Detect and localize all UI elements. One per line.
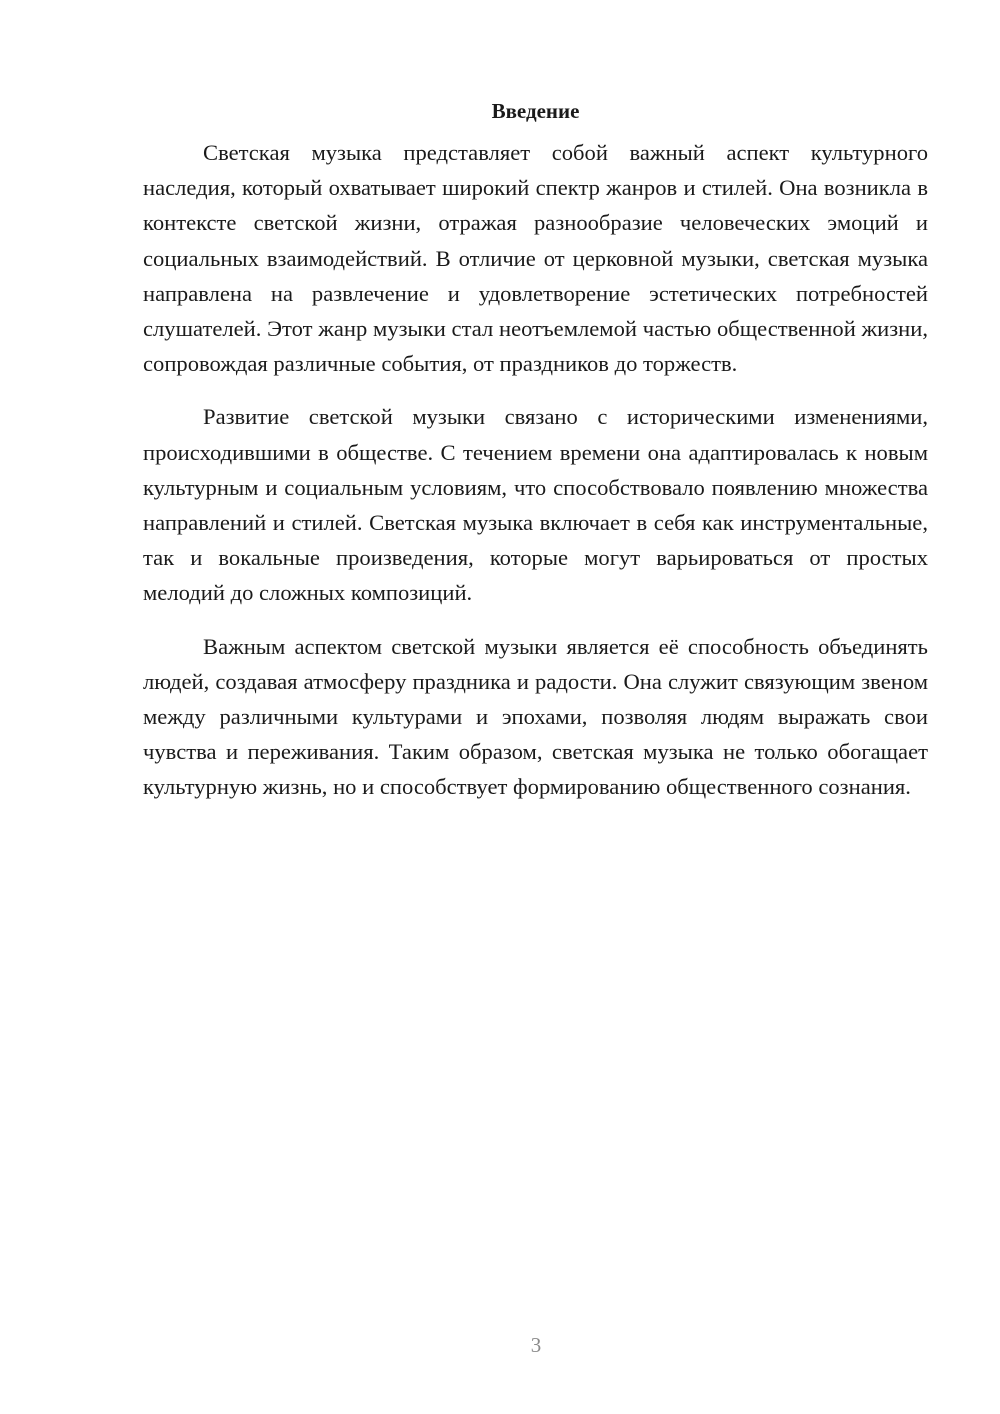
page-content (143, 96, 928, 823)
page-number: 3 (530, 1333, 542, 1357)
paragraph-3: Важным аспектом светской музыки является её способность объединять людей, создавая атмосферу праздника и радости. Она служит связующим звеном между различными культурами и эпохами, позволяя людям выражать свои чувства и переживания. Таким образом, светская музыка не только обогащает культурную жизнь, но и способствует формированию общественного сознания. (143, 633, 928, 800)
section-heading: Введение (491, 99, 580, 123)
paragraph-1: Светская музыка представляет собой важный аспект культурного наследия, который охватывает широкий спектр жанров и стилей. Она возникла в контексте светской жизни, отражая разнообразие человеческих эмоций и социальных взаимодействий. В отличие от церковной музыки, светская музыка направлена на развлечение и удовлетворение эстетических потребностей слушателей. Этот жанр музыки стал неотъемлемой частью общественной жизни, сопровождая различные события, от праздников до торжеств. (143, 140, 928, 377)
paragraph-2: Развитие светской музыки связано с историческими изменениями, происходившими в обществе. С течением времени она адаптировалась к новым культурным и социальным условиям, что способствовало появлению множества направлений и стилей. Светская музыка включает в себя как инструментальные, так и вокальные произведения, которые могут варьироваться от простых мелодий до сложных композиций. (143, 404, 928, 606)
